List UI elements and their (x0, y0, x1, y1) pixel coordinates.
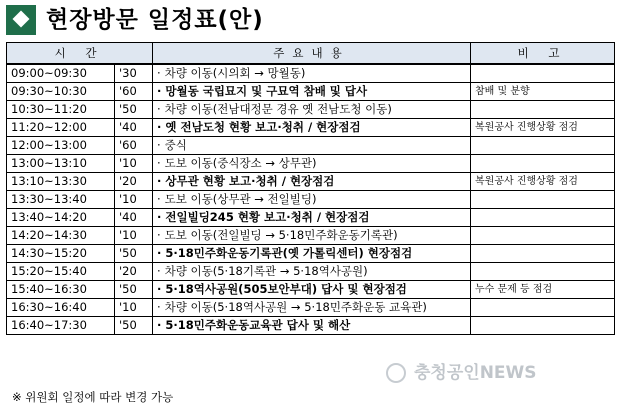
duration-cell: '60 (115, 137, 153, 155)
bullet-icon: · (157, 156, 161, 170)
note-cell: 복원공사 진행상황 점검 (471, 119, 615, 137)
content-text: 5·18역사공원(505보안부대) 답사 및 현장점검 (165, 282, 407, 296)
content-cell (153, 263, 471, 281)
note-cell (471, 155, 615, 173)
bullet-icon: · (157, 66, 161, 80)
duration-cell: '50 (115, 281, 153, 299)
table-row (7, 263, 615, 281)
content-text: 차량 이동(5·18역사공원 → 5·18민주화운동 교육관) (164, 300, 427, 314)
time-cell: 11:20~12:00 (7, 119, 115, 137)
duration-cell: '50 (115, 101, 153, 119)
bullet-icon: · (157, 138, 161, 152)
note-cell (471, 101, 615, 119)
content-text: 망월동 국립묘지 및 구묘역 참배 및 답사 (165, 84, 368, 98)
note-cell: 누수 문제 등 점검 (471, 281, 615, 299)
note-cell (471, 263, 615, 281)
note-cell (471, 191, 615, 209)
content-cell (153, 299, 471, 317)
duration-cell: '60 (115, 83, 153, 101)
header-time: 시 간 (7, 43, 153, 65)
bullet-icon: · (157, 210, 162, 224)
duration-cell: '50 (115, 245, 153, 263)
bullet-icon: · (157, 174, 162, 188)
time-cell: 13:40~14:20 (7, 209, 115, 227)
content-cell (153, 245, 471, 263)
duration-cell: '10 (115, 299, 153, 317)
content-cell (153, 137, 471, 155)
content-text: 5·18민주화운동교육관 답사 및 해산 (165, 318, 351, 332)
bullet-icon: · (157, 264, 161, 278)
duration-cell: '50 (115, 317, 153, 335)
schedule-table (6, 42, 615, 335)
duration-cell: '40 (115, 119, 153, 137)
content-cell (153, 83, 471, 101)
bullet-icon: · (157, 120, 162, 134)
bullet-icon: · (157, 102, 161, 116)
note-cell (471, 209, 615, 227)
duration-cell: '10 (115, 155, 153, 173)
bullet-icon: · (157, 192, 161, 206)
table-header-row (7, 43, 615, 65)
content-text: 도보 이동(중식장소 → 상무관) (164, 156, 317, 170)
time-cell: 15:20~15:40 (7, 263, 115, 281)
content-text: 도보 이동(전일빌딩 → 5·18민주화운동기록관) (164, 228, 398, 242)
duration-cell: '20 (115, 263, 153, 281)
table-row (7, 191, 615, 209)
table-row (7, 227, 615, 245)
header-note: 비 고 (471, 43, 615, 65)
bullet-icon: · (157, 282, 162, 296)
duration-cell: '30 (115, 64, 153, 83)
table-row (7, 281, 615, 299)
note-cell (471, 299, 615, 317)
time-cell: 16:40~17:30 (7, 317, 115, 335)
time-cell: 12:00~13:00 (7, 137, 115, 155)
table-row (7, 64, 615, 83)
note-cell (471, 227, 615, 245)
watermark (380, 360, 616, 386)
content-cell (153, 101, 471, 119)
time-cell: 13:10~13:30 (7, 173, 115, 191)
table-row (7, 101, 615, 119)
note-cell: 복원공사 진행상황 점검 (471, 173, 615, 191)
note-cell (471, 245, 615, 263)
content-text: 전일빌딩245 현황 보고·청취 / 현장점검 (165, 210, 370, 224)
content-text: 옛 전남도청 현황 보고·청취 / 현장점검 (165, 120, 361, 134)
bullet-icon: · (157, 84, 162, 98)
table-row (7, 173, 615, 191)
content-cell (153, 227, 471, 245)
table-row (7, 155, 615, 173)
table-row (7, 119, 615, 137)
table-row (7, 317, 615, 335)
time-cell: 14:30~15:20 (7, 245, 115, 263)
content-cell (153, 281, 471, 299)
content-cell (153, 119, 471, 137)
time-cell: 16:30~16:40 (7, 299, 115, 317)
content-cell (153, 209, 471, 227)
time-cell: 09:00~09:30 (7, 64, 115, 83)
bullet-icon: · (157, 300, 161, 314)
table-row (7, 245, 615, 263)
time-cell: 15:40~16:30 (7, 281, 115, 299)
bullet-icon: · (157, 228, 161, 242)
duration-cell: '10 (115, 191, 153, 209)
content-text: 중식 (164, 138, 187, 152)
content-cell (153, 173, 471, 191)
time-cell: 13:00~13:10 (7, 155, 115, 173)
time-cell: 10:30~11:20 (7, 101, 115, 119)
note-cell (471, 317, 615, 335)
title-bar (6, 4, 336, 36)
note-cell: 참배 및 분향 (471, 83, 615, 101)
duration-cell: '40 (115, 209, 153, 227)
table-row (7, 299, 615, 317)
content-cell (153, 317, 471, 335)
table-row (7, 83, 615, 101)
duration-cell: '10 (115, 227, 153, 245)
watermark-logo-icon (386, 363, 406, 383)
content-text: 5·18민주화운동기록관(옛 가톨릭센터) 현장점검 (165, 246, 413, 260)
content-cell (153, 155, 471, 173)
content-text: 도보 이동(상무관 → 전일빌딩) (164, 192, 317, 206)
content-text: 차량 이동(시의회 → 망월동) (164, 66, 306, 80)
bullet-icon: · (157, 246, 162, 260)
time-cell: 13:30~13:40 (7, 191, 115, 209)
header-content: 주요내용 (153, 43, 471, 65)
content-text: 차량 이동(5·18기록관 → 5·18역사공원) (164, 264, 368, 278)
watermark-text: 충청공인NEWS (414, 363, 537, 383)
table-row (7, 137, 615, 155)
time-cell: 14:20~14:30 (7, 227, 115, 245)
time-cell: 09:30~10:30 (7, 83, 115, 101)
content-cell (153, 64, 471, 83)
content-text: 차량 이동(전남대정문 경유 옛 전남도청 이동) (164, 102, 392, 116)
duration-cell: '20 (115, 173, 153, 191)
table-row (7, 209, 615, 227)
bullet-icon: · (157, 318, 162, 332)
note-cell (471, 64, 615, 83)
note-cell (471, 137, 615, 155)
footnote: ※ 위원회 일정에 따라 변경 가능 (12, 390, 174, 404)
page-title: 현장방문 일정표(안) (46, 7, 264, 33)
content-cell (153, 191, 471, 209)
content-text: 상무관 현황 보고·청취 / 현장점검 (165, 174, 335, 188)
diamond-icon (6, 5, 36, 35)
